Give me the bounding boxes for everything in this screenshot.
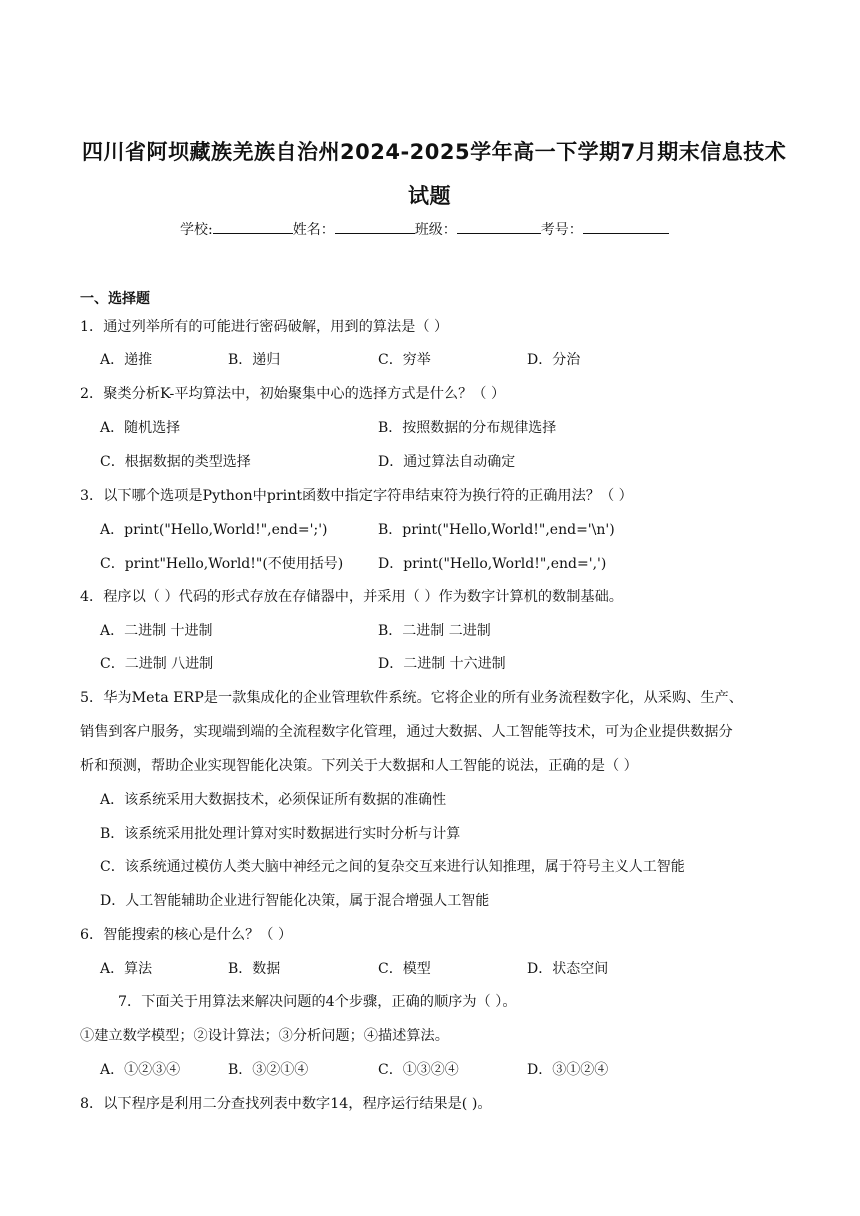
question-2-stem: 2．聚类分析K-平均算法中，初始聚集中心的选择方式是什么？（ ） — [80, 386, 506, 402]
question-5-stem-line-1: 5．华为Meta ERP是一款集成化的企业管理软件系统。它将企业的所有业务流程数字化，从采购、生产、 — [80, 690, 743, 706]
name-blank[interactable] — [335, 219, 415, 234]
question-7-stem: 7．下面关于用算法来解决问题的4个步骤，正确的顺序为（ ）。 — [118, 994, 517, 1010]
school-blank[interactable] — [213, 219, 293, 234]
q7-option-c: C．①③②④ — [378, 1062, 459, 1078]
student-info-line — [180, 219, 669, 239]
name-label: 姓名： — [292, 222, 335, 238]
q2-option-d: D．通过算法自动确定 — [378, 454, 516, 470]
q1-option-d: D．分治 — [527, 352, 581, 368]
question-6-stem: 6．智能搜索的核心是什么？（ ） — [80, 927, 293, 943]
q4-option-b: B．二进制 二进制 — [378, 623, 491, 639]
q4-option-d: D．二进制 十六进制 — [378, 656, 506, 672]
question-7-sub: ①建立数学模型；②设计算法；③分析问题；④描述算法。 — [80, 1028, 449, 1044]
q3-option-d: D．print("Hello,World!",end=',') — [378, 556, 607, 572]
question-8-stem: 8．以下程序是利用二分查找列表中数字14，程序运行结果是( )。 — [80, 1096, 492, 1112]
q4-option-a: A．二进制 十进制 — [100, 623, 213, 639]
q5-option-d: D．人工智能辅助企业进行智能化决策，属于混合增强人工智能 — [100, 893, 490, 909]
question-4-stem: 4．程序以（ ）代码的形式存放在存储器中，并采用（ ）作为数字计算机的数制基础。 — [80, 589, 623, 605]
q4-option-c: C．二进制 八进制 — [100, 656, 214, 672]
section-title: 一、选择题 — [80, 291, 150, 307]
question-5-stem-line-3: 析和预测，帮助企业实现智能化决策。下列关于大数据和人工智能的说法，正确的是（ ） — [80, 758, 638, 774]
question-3-stem: 3．以下哪个选项是Python中print函数中指定字符串结束符为换行符的正确用法？（ ） — [80, 488, 633, 504]
q7-option-b: B．③②①④ — [228, 1062, 309, 1078]
q6-option-c: C．模型 — [378, 961, 431, 977]
q1-option-a: A．递推 — [100, 352, 153, 368]
q6-option-a: A．算法 — [100, 961, 153, 977]
q5-option-a: A．该系统采用大数据技术，必须保证所有数据的准确性 — [100, 792, 447, 808]
q7-option-d: D．③①②④ — [527, 1062, 609, 1078]
q1-option-b: B．递归 — [228, 352, 281, 368]
q2-option-a: A．随机选择 — [100, 420, 181, 436]
q6-option-d: D．状态空间 — [527, 961, 609, 977]
q3-option-a: A．print("Hello,World!",end=';') — [100, 522, 328, 538]
number-label: 考号： — [540, 222, 583, 238]
title-line-1: 四川省阿坝藏族羌族自治州2024-2025学年高一下学期7月期末信息技术 — [82, 140, 787, 164]
q3-option-c: C．print"Hello,World!"(不使用括号) — [100, 556, 344, 572]
q2-option-b: B．按照数据的分布规律选择 — [378, 420, 557, 436]
class-blank[interactable] — [457, 219, 541, 234]
q3-option-b: B．print("Hello,World!",end='\n') — [378, 522, 615, 538]
question-1-stem: 1．通过列举所有的可能进行密码破解，用到的算法是（ ） — [80, 319, 449, 335]
question-5-stem-line-2: 销售到客户服务，实现端到端的全流程数字化管理，通过大数据、人工智能等技术，可为企业提供数据分 — [80, 724, 733, 740]
class-label: 班级： — [414, 222, 457, 238]
q6-option-b: B．数据 — [228, 961, 281, 977]
school-label: 学校: — [180, 222, 213, 238]
title-line-2: 试题 — [408, 184, 451, 208]
q1-option-c: C．穷举 — [378, 352, 431, 368]
q2-option-c: C．根据数据的类型选择 — [100, 454, 251, 470]
q5-option-b: B．该系统采用批处理计算对实时数据进行实时分析与计算 — [100, 826, 461, 842]
number-blank[interactable] — [583, 219, 669, 234]
q5-option-c: C．该系统通过模仿人类大脑中神经元之间的复杂交互来进行认知推理，属于符号主义人工智能 — [100, 859, 685, 875]
q7-option-a: A．①②③④ — [100, 1062, 181, 1078]
